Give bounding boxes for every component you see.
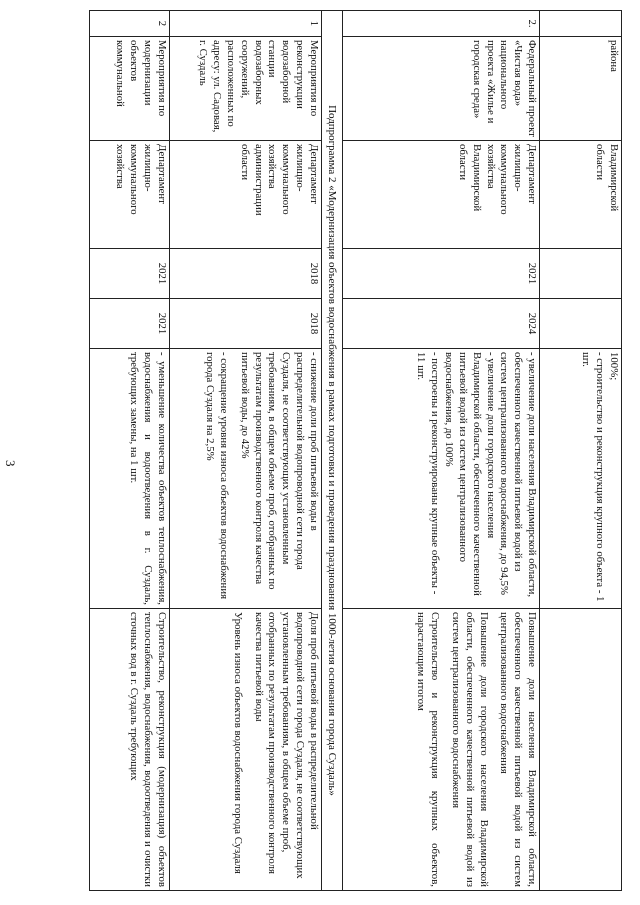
row-indicators — [89, 349, 169, 609]
row-targets — [169, 609, 321, 891]
table-row-subprogram-header — [321, 11, 342, 891]
row-responsible: Департамент жилищно-коммунального хозяйства Владимирской области — [343, 141, 540, 249]
row-start-year: 2021 — [343, 249, 540, 299]
table-row-modernization — [89, 11, 169, 891]
rotated-page-content — [56, 10, 622, 890]
row-number: 2 — [89, 11, 169, 37]
row-end-year: 2021 — [89, 299, 169, 349]
target-item: Повышение доли населения Владимирской области, обеспеченного качественной питьевой водой из систем централизованного водоснабжения — [498, 612, 538, 887]
row-number: 2. — [343, 11, 540, 37]
table-row-continued — [540, 11, 622, 891]
indicator-item: - построены и реконструированы крупные объекты - 11 шт. — [415, 352, 442, 595]
row-responsible: Владимирской области — [540, 141, 622, 249]
target-item: Доля проб питьевой воды в распределительной водопроводной сети города Суздаля, не соответствующих установленным требованиям, в общем объеме проб, отобранных по результатам производственного контроля качества питьевой воды — [252, 612, 320, 879]
indicator-item: - увеличение доли населения Владимирской области, обеспеченного качественной питьевой водой из систем централизованного водоснабжения, до 94,5% — [498, 352, 538, 598]
row-responsible: Департамент жилищно-коммунального хозяйства — [89, 141, 169, 249]
row-name: района — [540, 37, 622, 141]
row-end-year: 2018 — [169, 299, 321, 349]
page-number: 3 — [3, 460, 18, 467]
target-item: Строительство и реконструкция крупных объектов, нарастающим итогом — [415, 612, 442, 887]
target-item: Повышение доли городского населения Владимирской области, обеспеченного качественной питьевой водой из систем централизованного водоснабжения — [449, 612, 490, 887]
indicator-item: - увеличение доли городского населения Владимирской области, обеспеченного качественной питьевой водой из систем централизованного водоснабжения, до 100% — [443, 352, 497, 596]
indicator-item: - уменьшение количества объектов теплоснабжения, водоснабжения и водоотведения в г. Суздаль, требующих замены, на 1 шт. — [128, 352, 168, 605]
program-table — [89, 10, 622, 891]
row-start-year: 2018 — [169, 249, 321, 299]
target-item: Строительство, реконструкция (модернизация) объектов теплоснабжения, водоснабжения, водоотведения и очистки сточных вод в г. Суздаль требующих — [128, 612, 168, 887]
row-indicators — [169, 349, 321, 609]
target-item: Уровень износа объектов водоснабжения города Суздаля — [231, 612, 244, 874]
row-targets — [89, 609, 169, 891]
row-name: Федеральный проект «Чистая вода» национального проекта «Жилье и городская среда» — [343, 37, 540, 141]
table-row-national-project — [343, 11, 540, 891]
row-number: 1 — [169, 11, 321, 37]
indicator-item: - снижение доли проб питьевой воды в распределительной водопроводной сети города Суздаля, не соответствующих установленным требованиям, в общем объеме проб, отобранных по результатам производственного контроля качества питьевой воды, до 42% — [238, 352, 320, 590]
row-indicators: 100%; - строительство и реконструкция крупного объекта - 1 шт. — [540, 349, 622, 609]
row-end-year: 2024 — [343, 299, 540, 349]
row-start-year: 2021 — [89, 249, 169, 299]
row-targets — [343, 609, 540, 891]
row-name: Мероприятия по модернизации объектов коммунальной — [89, 37, 169, 141]
indicator-item: - сокращение уровня износа объектов водоснабжения города Суздаля на 2,5% — [204, 352, 231, 600]
row-name: Мероприятия по реконструкции водозаборной станции водозаборных сооружений, расположенных по адресу: ул. Садовая, г. Суздаль — [169, 37, 321, 141]
subprogram-title: Подпрограмма 2 «Модернизация объектов водоснабжения в рамках подготовки и проведения празднования 1000-летия основания города Суздаль» — [321, 11, 342, 891]
row-responsible: Департамент жилищно-коммунального хозяйства администрации области — [169, 141, 321, 249]
row-indicators — [343, 349, 540, 609]
table-row-reconstruction — [169, 11, 321, 891]
